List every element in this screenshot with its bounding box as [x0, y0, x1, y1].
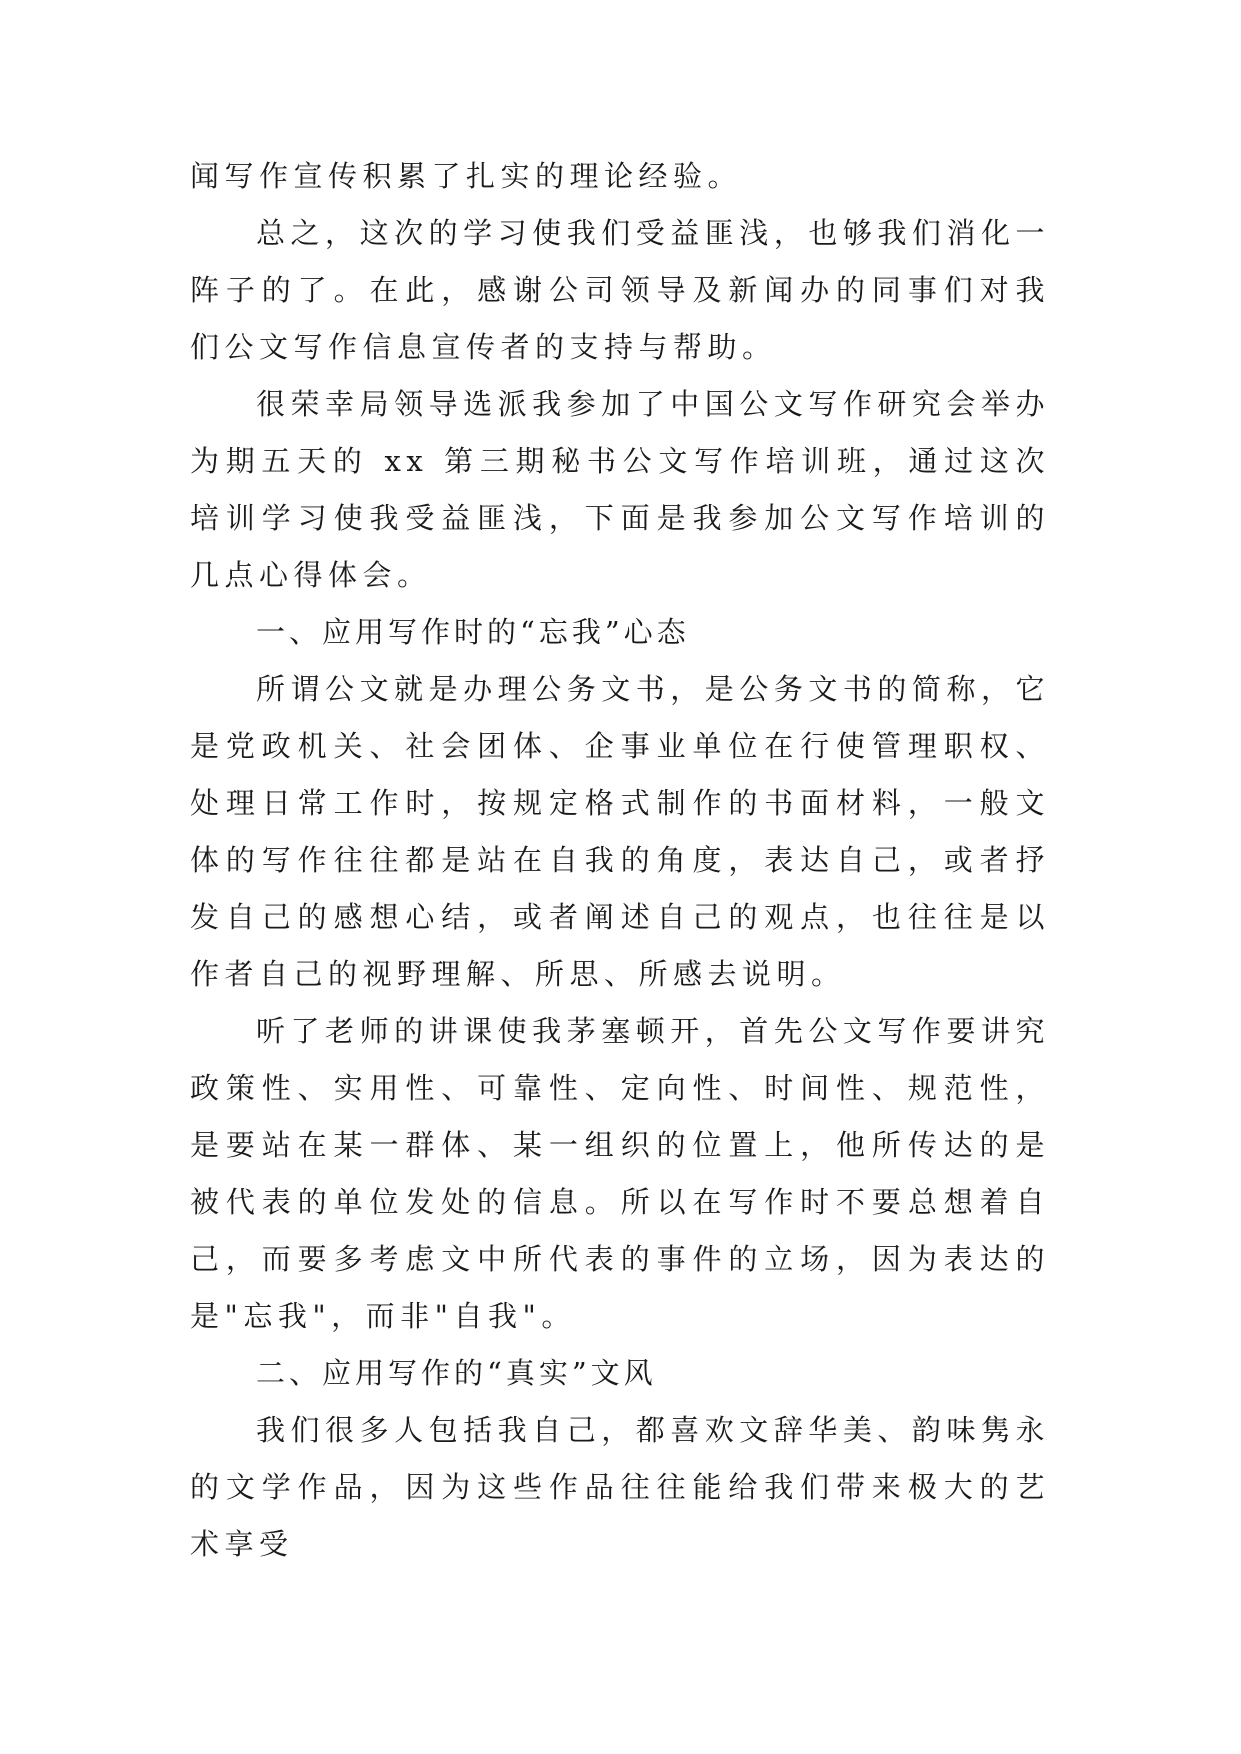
- section-heading-1: 一、应用写作时的“忘我”心态: [256, 615, 690, 649]
- paragraph-lecture-insight: 听了老师的讲课使我茅塞顿开，首先公文写作要讲究政策性、实用性、可靠性、定向性、时间性、规范性，是要站在某一群体、某一组织的位置上，他所传达的是被代表的单位发处的信息。所以在写作时不要总想着自己，而要多考虑文中所代表的事件的立场，因为表达的是"忘我"，而非"自我"。: [190, 1014, 1050, 1333]
- paragraph-literary-works: 我们很多人包括我自己，都喜欢文辞华美、韵味隽永的文学作品，因为这些作品往往能给我们带来极大的艺术享受: [190, 1413, 1050, 1561]
- section-heading-2: 二、应用写作的“真实”文风: [256, 1356, 657, 1390]
- paragraph-conclusion: 总之，这次的学习使我们受益匪浅，也够我们消化一阵子的了。在此，感谢公司领导及新闻办的同事们对我们公文写作信息宣传者的支持与帮助。: [190, 216, 1050, 364]
- paragraph-official-document-definition: 所谓公文就是办理公务文书，是公务文书的简称，它是党政机关、社会团体、企事业单位在行使管理职权、处理日常工作时，按规定格式制作的书面材料，一般文体的写作往往都是站在自我的角度，表达自己，或者抒发自己的感想心结，或者阐述自己的观点，也往往是以作者自己的视野理解、所思、所感去说明。: [190, 672, 1050, 991]
- paragraph-training-intro: 很荣幸局领导选派我参加了中国公文写作研究会举办为期五天的 xx 第三期秘书公文写作培训班，通过这次培训学习使我受益匪浅，下面是我参加公文写作培训的几点心得体会。: [190, 387, 1050, 592]
- document-body: [190, 148, 1050, 1573]
- paragraph-continuation: 闻写作宣传积累了扎实的理论经验。: [190, 159, 743, 193]
